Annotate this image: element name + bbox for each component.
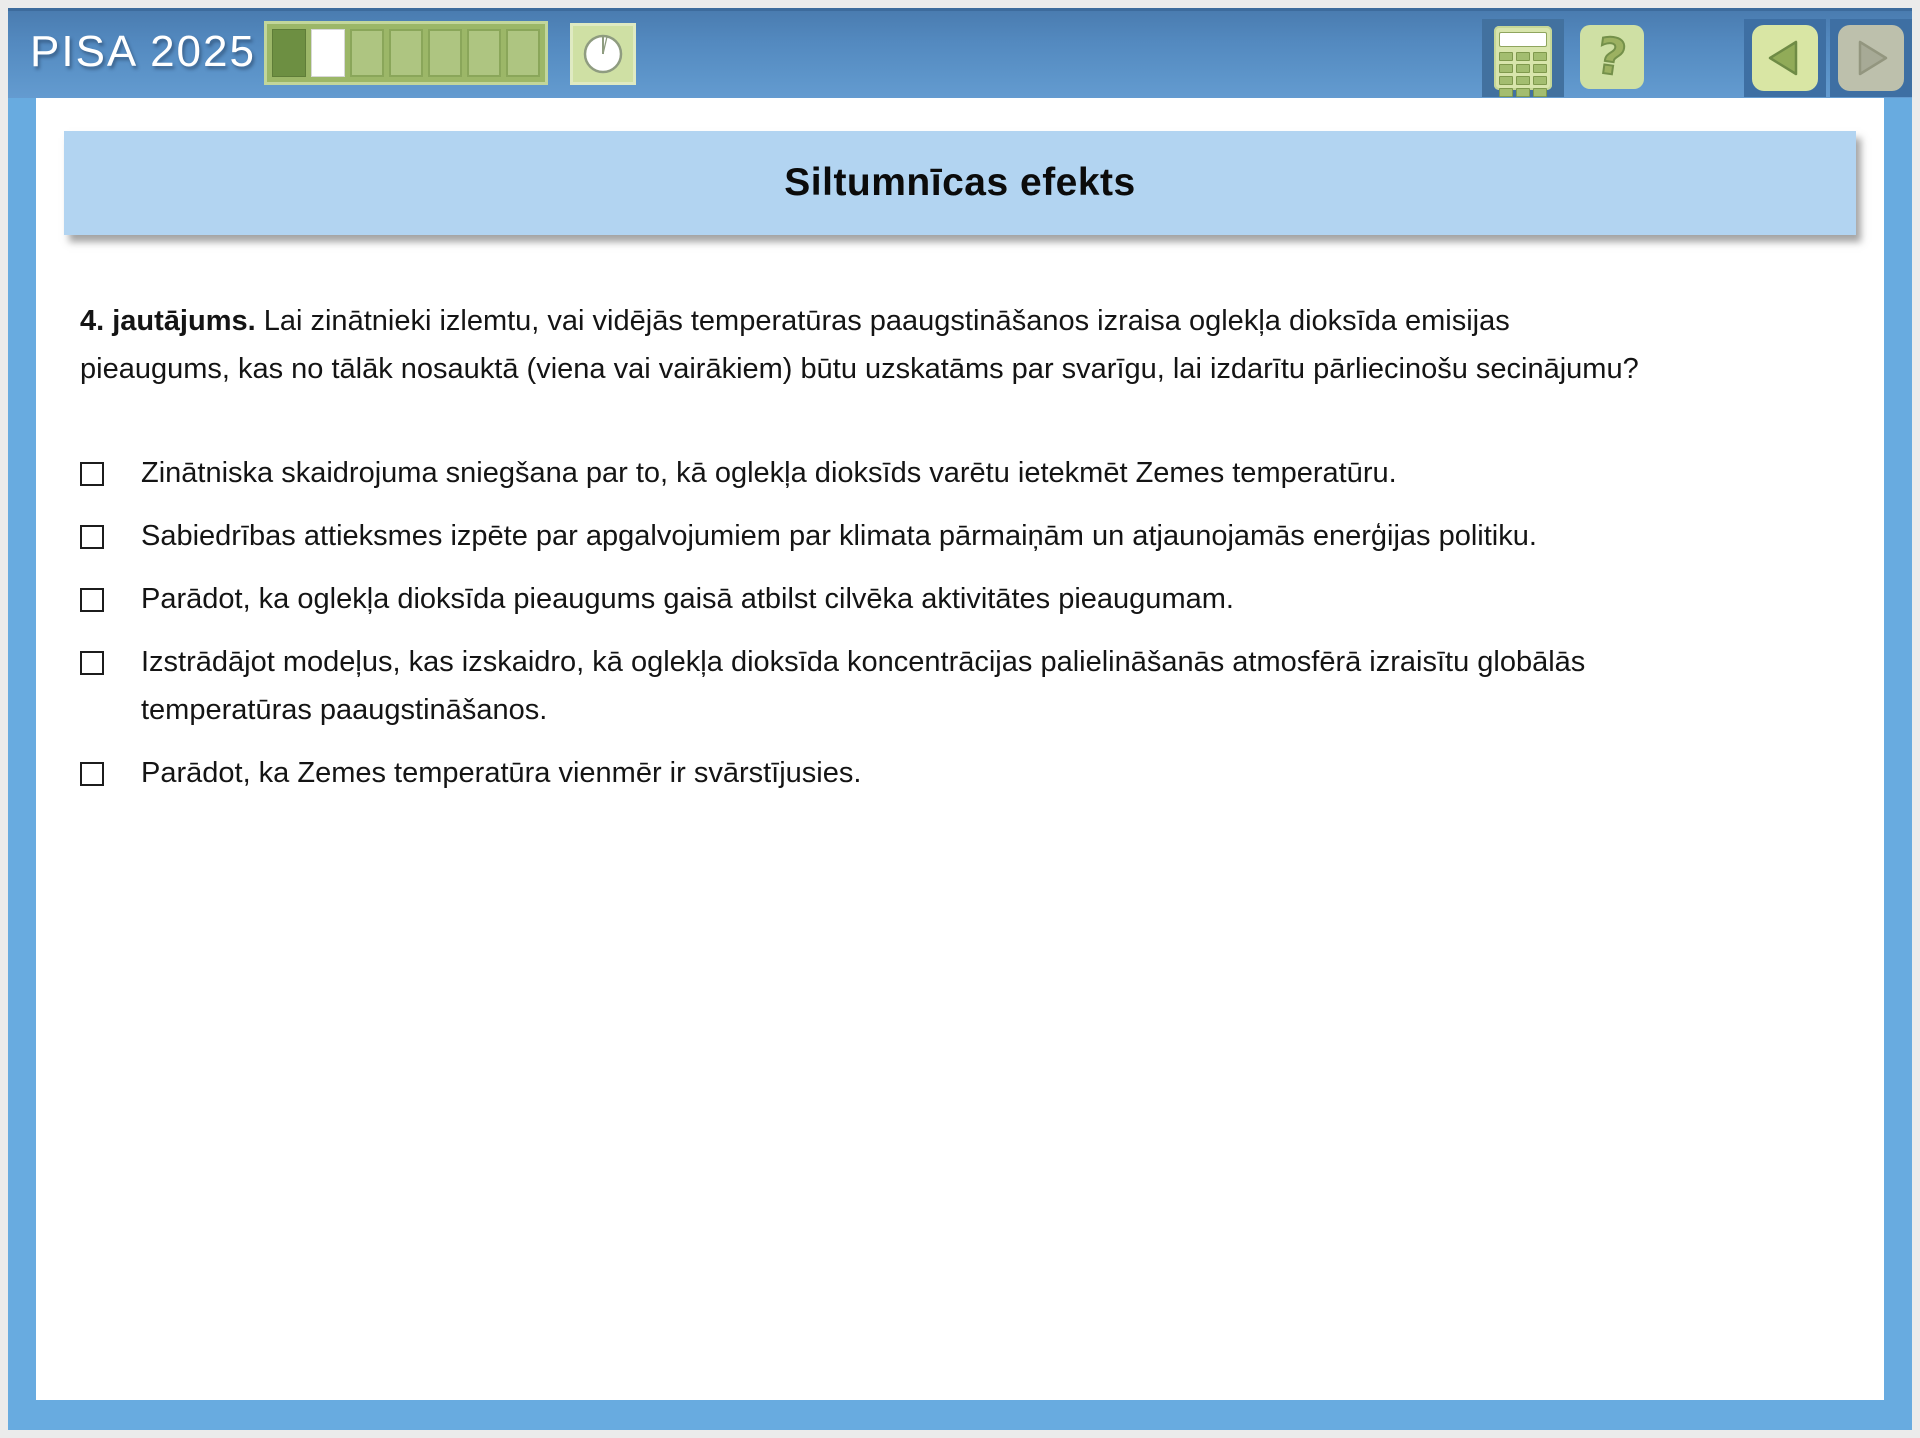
top-toolbar [8, 8, 1912, 98]
progress-segment-4 [389, 29, 423, 77]
answer-option[interactable] [80, 638, 1600, 734]
answer-checkbox[interactable] [80, 588, 104, 612]
question-body: Lai zinātnieki izlemtu, vai vidējās temperatūras paaugstināšanos izraisa oglekļa dioksīda emisijas pieaugums, kas no tālāk nosauktā (viena vai vairākiem) būtu uzskatāms par svarīgu, lai izdarītu pārliecinošu secinājumu? [80, 305, 1639, 385]
progress-segment-5 [428, 29, 462, 77]
calculator-screen [1499, 32, 1547, 47]
answer-option-label: Izstrādājot modeļus, kas izskaidro, kā oglekļa dioksīda koncentrācijas palielināšanās atmosfērā izraisītu globālās temperatūras paaugstināšanos. [141, 646, 1586, 726]
answer-checkbox[interactable] [80, 462, 104, 486]
progress-segment-1 [272, 29, 306, 77]
progress-segment-7 [506, 29, 540, 77]
answer-checkbox[interactable] [80, 525, 104, 549]
content-area [36, 98, 1884, 1400]
question-text [80, 297, 1640, 393]
progress-bar [264, 21, 548, 85]
calculator-keys [1499, 52, 1547, 97]
answer-option-label: Sabiedrības attieksmes izpēte par apgalvojumiem par klimata pārmaiņām un atjaunojamās enerģijas politiku. [141, 520, 1537, 552]
calculator-icon [1494, 26, 1552, 90]
pie-timer-icon [580, 31, 626, 77]
answer-checkbox[interactable] [80, 762, 104, 786]
question-number: 4. jautājums. [80, 305, 256, 337]
answer-option-label: Zinātniska skaidrojuma sniegšana par to, kā oglekļa dioksīds varētu ietekmēt Zemes temperatūru. [141, 457, 1397, 489]
answer-option[interactable] [80, 575, 1600, 623]
content-frame [8, 98, 1912, 1430]
answer-option-label: Parādot, ka oglekļa dioksīda pieaugums gaisā atbilst cilvēka aktivitātes pieaugumam. [141, 583, 1234, 615]
calculator-button[interactable] [1482, 19, 1564, 97]
question-mark-icon: ? [1593, 26, 1631, 88]
back-button[interactable] [1744, 19, 1826, 97]
timer-button[interactable] [570, 23, 636, 85]
progress-segment-2 [311, 29, 345, 77]
forward-button-face [1838, 25, 1904, 91]
answer-option[interactable] [80, 749, 1600, 797]
progress-segment-6 [467, 29, 501, 77]
answer-checkbox[interactable] [80, 651, 104, 675]
answer-option[interactable] [80, 449, 1600, 497]
help-button[interactable] [1580, 25, 1644, 89]
forward-button [1830, 19, 1912, 97]
arrow-left-icon [1763, 36, 1807, 80]
progress-segment-3 [350, 29, 384, 77]
app-title: PISA 2025 [30, 27, 256, 76]
page-title: Siltumnīcas efekts [784, 161, 1136, 204]
options-list [80, 449, 1884, 797]
unit-title-banner [64, 131, 1856, 235]
arrow-right-icon [1849, 36, 1893, 80]
answer-option-label: Parādot, ka Zemes temperatūra vienmēr ir svārstījusies. [141, 757, 862, 789]
answer-option[interactable] [80, 512, 1600, 560]
back-button-face [1752, 25, 1818, 91]
